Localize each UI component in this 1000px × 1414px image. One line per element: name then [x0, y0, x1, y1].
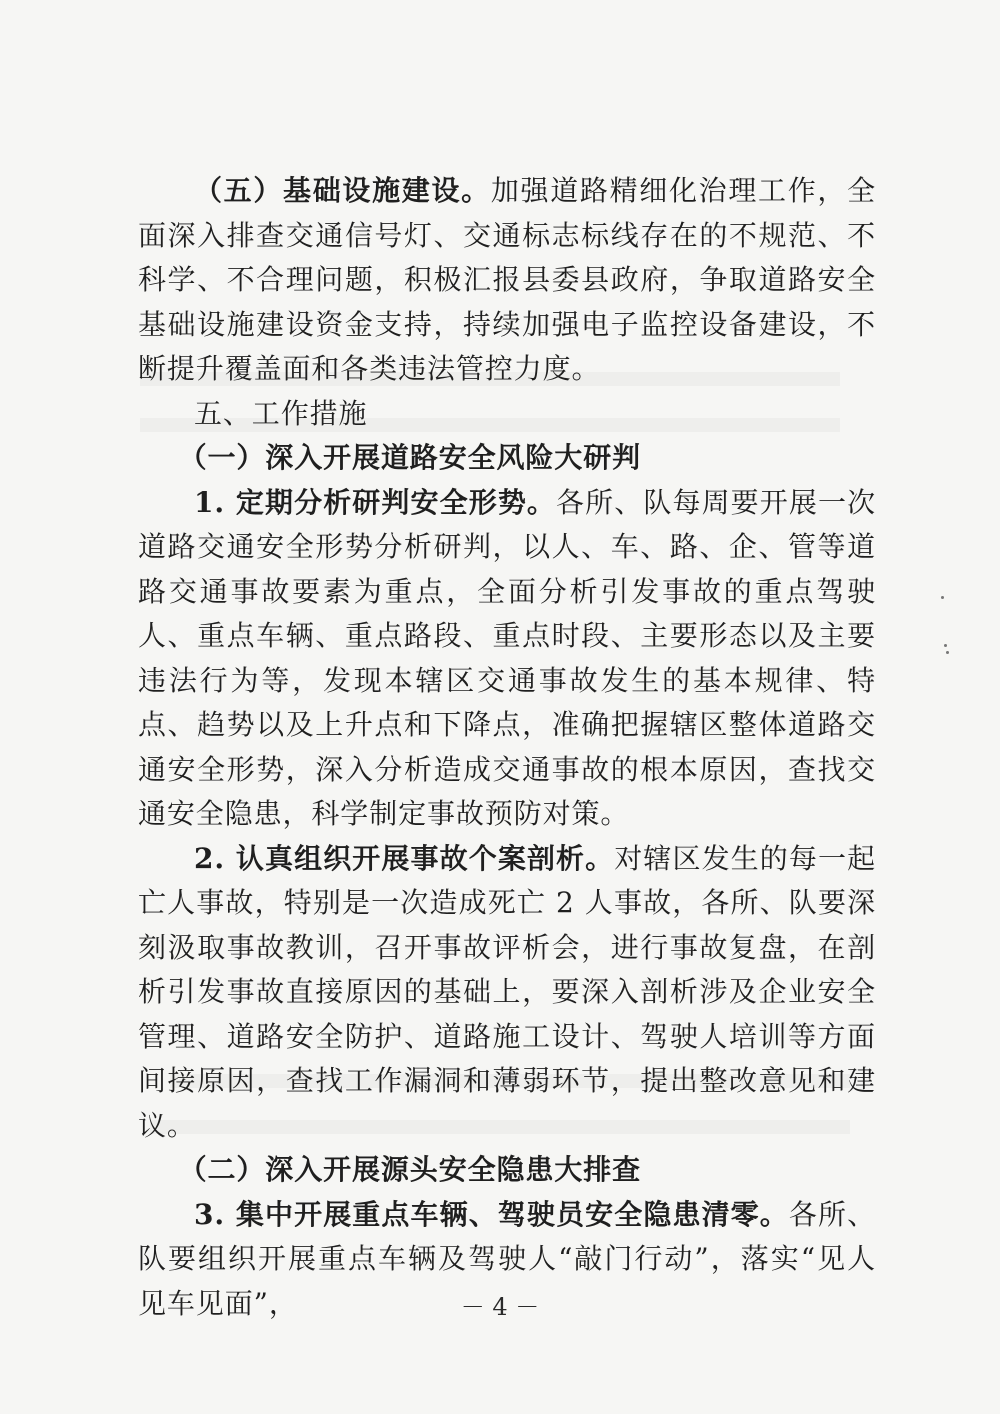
- scan-speck: [946, 651, 949, 654]
- item-2-body: 对辖区发生的每一起亡人事故，特别是一次造成死亡 2 人事故，各所、队要深刻汲取事故教训，召开事故评析会，进行事故复盘，在剖析引发事故直接原因的基础上，要深入剖析涉及企业安全管理、道路安全防护、道路施工设计、驾驶人培训等方面间接原因，查找工作漏洞和薄弱环节，提出整改意见和建议。: [138, 841, 876, 1142]
- part-heading: 五、工作措施: [194, 396, 368, 430]
- item-1-title: 1. 定期分析研判安全形势。: [194, 485, 557, 519]
- subsection-2-heading: （二）深入开展源头安全隐患大排查: [178, 1153, 641, 1186]
- scan-speck: [941, 596, 944, 599]
- section-5-paragraph: [138, 169, 876, 392]
- item-3-body: 各所、队要组织开展重点车辆及驾驶人“敲门行动”，落实“见人见车见面”，: [138, 1197, 877, 1320]
- section-5-heading: （五）基础设施建设。: [194, 174, 491, 207]
- subsection-1-heading: （一）深入开展道路安全风险大研判: [178, 441, 641, 474]
- item-2-paragraph: [138, 837, 876, 1149]
- document-body: [138, 169, 876, 1326]
- item-1-paragraph: [138, 481, 876, 837]
- scan-speck: [944, 644, 947, 647]
- page-number: － 4 －: [460, 1293, 540, 1321]
- item-2-title: 2. 认真组织开展事故个案剖析。: [194, 841, 615, 875]
- section-5-body: 加强道路精细化治理工作，全面深入排查交通信号灯、交通标志标线存在的不规范、不科学、不合理问题，积极汇报县委县政府，争取道路安全基础设施建设资金支持，持续加强电子监控设备建设，不断提升覆盖面和各类违法管控力度。: [138, 174, 876, 385]
- item-3-title: 3. 集中开展重点车辆、驾驶员安全隐患清零。: [194, 1197, 789, 1231]
- item-1-body: 各所、队每周要开展一次道路交通安全形势分析研判，以人、车、路、企、管等道路交通事故要素为重点，全面分析引发事故的重点驾驶人、重点车辆、重点路段、重点时段、主要形态以及主要违法行为等，发现本辖区交通事故发生的基本规律、特点、趋势以及上升点和下降点，准确把握辖区整体道路交通安全形势，深入分析造成交通事故的根本原因，查找交通安全隐患，科学制定事故预防对策。: [138, 485, 876, 830]
